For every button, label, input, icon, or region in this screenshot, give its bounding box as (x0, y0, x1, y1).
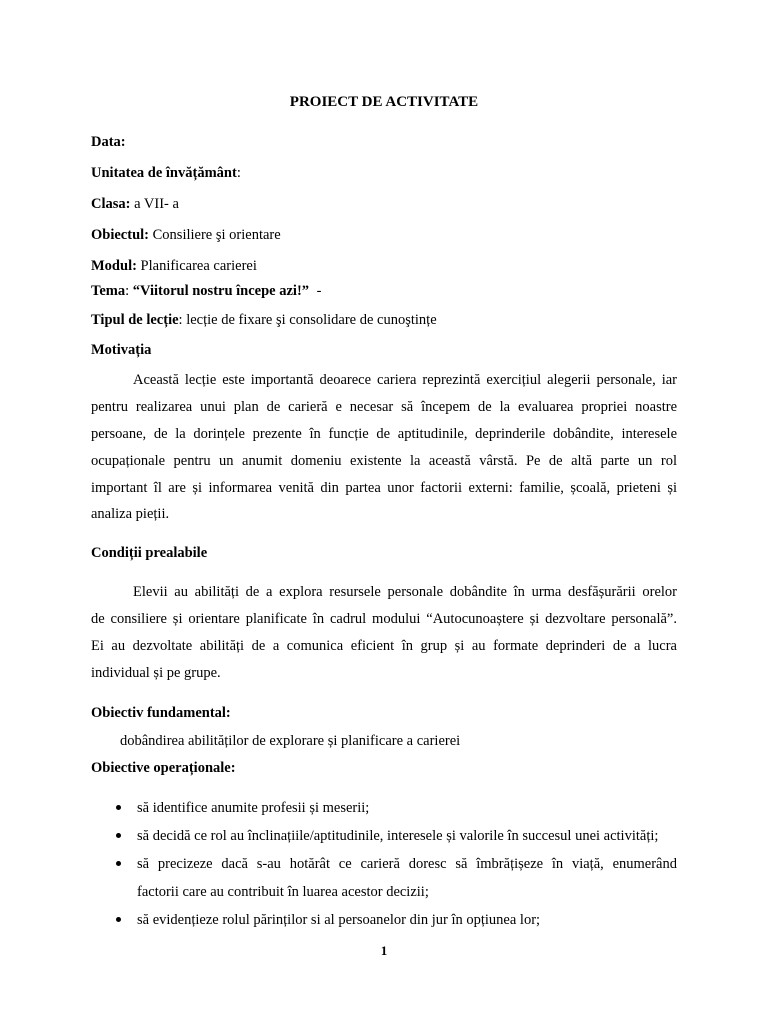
obiectiv-fundamental-heading: Obiectiv fundamental: (91, 705, 231, 721)
field-tipul-label: Tipul de lecție (91, 312, 179, 328)
field-clasa (91, 194, 179, 214)
field-obiectul (91, 225, 281, 245)
field-unitatea-separator: : (236, 165, 241, 181)
bullet-icon (116, 833, 121, 838)
conditii-line: de consiliere și orientare planificate în cadrul modului “Autocunoaștere și dezvoltare personală”. (91, 611, 677, 627)
field-tema-separator: : (125, 283, 130, 299)
motivatia-line: pentru realizarea unui plan de carieră e necesar să începem de la evaluarea propriei noastre (91, 399, 677, 415)
conditii-line: Ei au dezvoltate abilități de a comunica eficient în grup și au formate deprinderi de a lucra (91, 638, 677, 654)
page-number: 1 (380, 943, 388, 958)
field-obiectul-label: Obiectul: (91, 227, 149, 243)
field-data-label: Data: (91, 134, 126, 150)
list-item: să decidă ce rol au înclinațiile/aptitudinile, interesele și valorile în succesul unei activități; (137, 828, 659, 844)
field-clasa-value: a VII- a (134, 196, 179, 212)
field-data (91, 132, 126, 152)
motivatia-line: important îl are și informarea venită din partea unor factorii externi: familie, școală, prieteni și (91, 480, 677, 496)
conditii-heading: Condiții prealabile (91, 545, 208, 561)
motivatia-line: persoane, de la dorințele prezente în funcție de aptitudinile, deprinderile dobândite, interesele (91, 426, 677, 442)
motivatia-line: Această lecție este importantă deoarece cariera reprezintă exercițiul alegerii personale, iar (133, 372, 677, 388)
bullet-icon (116, 917, 121, 922)
document-title: PROIECT DE ACTIVITATE (289, 94, 479, 110)
motivatia-line: ocupaționale pentru un anumit domeniu existente la această vârstă. Pe de altă parte un rol (91, 453, 677, 469)
obiective-operationale-heading: Obiective operaționale: (91, 760, 236, 776)
field-tema-label: Tema (91, 283, 126, 299)
list-item: să evidențieze rolul părinților si al persoanelor din jur în opțiunea lor; (137, 912, 541, 928)
field-obiectul-value: Consiliere şi orientare (152, 227, 281, 243)
field-modul (91, 256, 257, 276)
conditii-line: Elevii au abilități de a explora resursele personale dobândite în urma desfășurării orelor (133, 584, 677, 600)
list-item: să precizeze dacă s-au hotărât ce carieră doresc să îmbrățișeze în viață, enumerând (137, 856, 677, 872)
field-tipul (91, 310, 437, 330)
bullet-icon (116, 805, 121, 810)
field-tipul-value: lecție de fixare şi consolidare de cunoştințe (186, 312, 437, 328)
field-tema-value: “Viitorul nostru începe azi!” (132, 283, 310, 299)
field-clasa-label: Clasa: (91, 196, 131, 212)
bullet-icon (116, 861, 121, 866)
field-modul-value: Planificarea carierei (140, 258, 257, 274)
obiectiv-fundamental-text: dobândirea abilităților de explorare și planificare a carierei (120, 733, 461, 749)
field-unitatea (91, 163, 241, 183)
conditii-line: individual și pe grupe. (91, 665, 221, 681)
motivatia-line: analiza pieții. (91, 506, 170, 522)
list-item-continuation: factorii care au contribuit în luarea acestor decizii; (137, 884, 429, 900)
motivatia-heading: Motivația (91, 342, 152, 358)
field-modul-label: Modul: (91, 258, 137, 274)
field-tema (91, 281, 322, 301)
field-tipul-separator: : (178, 312, 183, 328)
field-unitatea-label: Unitatea de învățământ (91, 165, 237, 181)
list-item: să identifice anumite profesii și meserii; (137, 800, 370, 816)
field-tema-suffix: - (316, 283, 322, 299)
